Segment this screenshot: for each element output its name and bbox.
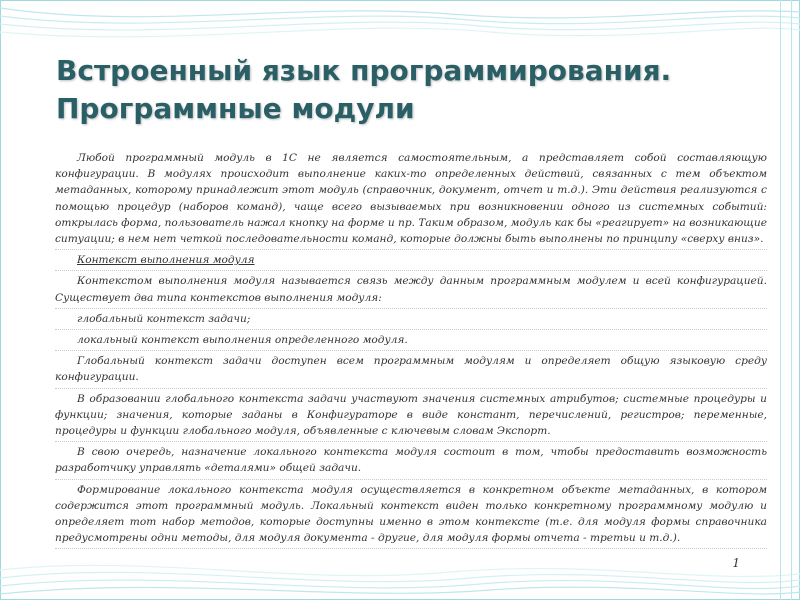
slide-title bbox=[56, 52, 756, 128]
paragraph-global-context-formation: В образовании глобального контекста задачи участвуют значения системных атрибутов; системные процедуры и функции; значения, которые заданы в Конфигураторе в виде констант, перечислений, регистров; переменные, процедуры и функции глобального модуля, объявленные с ключевым словам Экспорт. bbox=[55, 391, 767, 443]
right-border-decoration bbox=[780, 0, 792, 600]
list-item-local-context: локальный контекст выполнения определенного модуля. bbox=[55, 332, 767, 351]
slide-title-line-2: Программные модули bbox=[56, 92, 415, 125]
paragraph-local-context-purpose: В свою очередь, назначение локального контекста модуля состоит в том, чтобы предоставить возможность разработчику управлять «деталями» общей задачи. bbox=[55, 444, 767, 479]
slide-body bbox=[55, 150, 767, 551]
section-heading-context: Контекст выполнения модуля bbox=[55, 252, 767, 271]
paragraph-context-definition: Контекстом выполнения модуля называется связь между данным программным модулем и всей конфигурацией. Существует два типа контекстов выполнения модуля: bbox=[55, 273, 767, 308]
page-number: 1 bbox=[732, 556, 740, 570]
slide-title-line-1: Встроенный язык программирования. bbox=[56, 54, 672, 87]
paragraph-intro: Любой программный модуль в 1С не является самостоятельным, а представляет собой составляющую конфигурации. В модулях происходит выполнение каких-то определенных действий, связанных с тем объектом метаданных, которому принадлежит этот модуль (справочник, документ, отчет и т.д.). Эти действия реализуются с помощью процедур (наборов команд), чаще всего вызываемых при возникновении одного из системных событий: открылась форма, пользователь нажал кнопку на форме и пр. Таким образом, модуль как бы «реагирует» на возникающие ситуации; в нем нет четкой последовательности команд, которые должны быть выполнены по принципу «сверху вниз». bbox=[55, 150, 767, 250]
paragraph-global-context: Глобальный контекст задачи доступен всем программным модулям и определяет общую языковую среду конфигурации. bbox=[55, 353, 767, 388]
list-item-global-context: глобальный контекст задачи; bbox=[55, 311, 767, 330]
paragraph-local-context-formation: Формирование локального контекста модуля осуществляется в конкретном объекте метаданных, в котором содержится этот программный модуль. Локальный контекст виден только конкретному программному модулю и определяет тот набор методов, которые доступны именно в этом контексте (т.е. для модуля формы справочника предусмотрены одни методы, для модуля документа - другие, для модуля формы отчета - третьи и т.д.). bbox=[55, 482, 767, 550]
top-wave-decoration bbox=[0, 0, 800, 60]
